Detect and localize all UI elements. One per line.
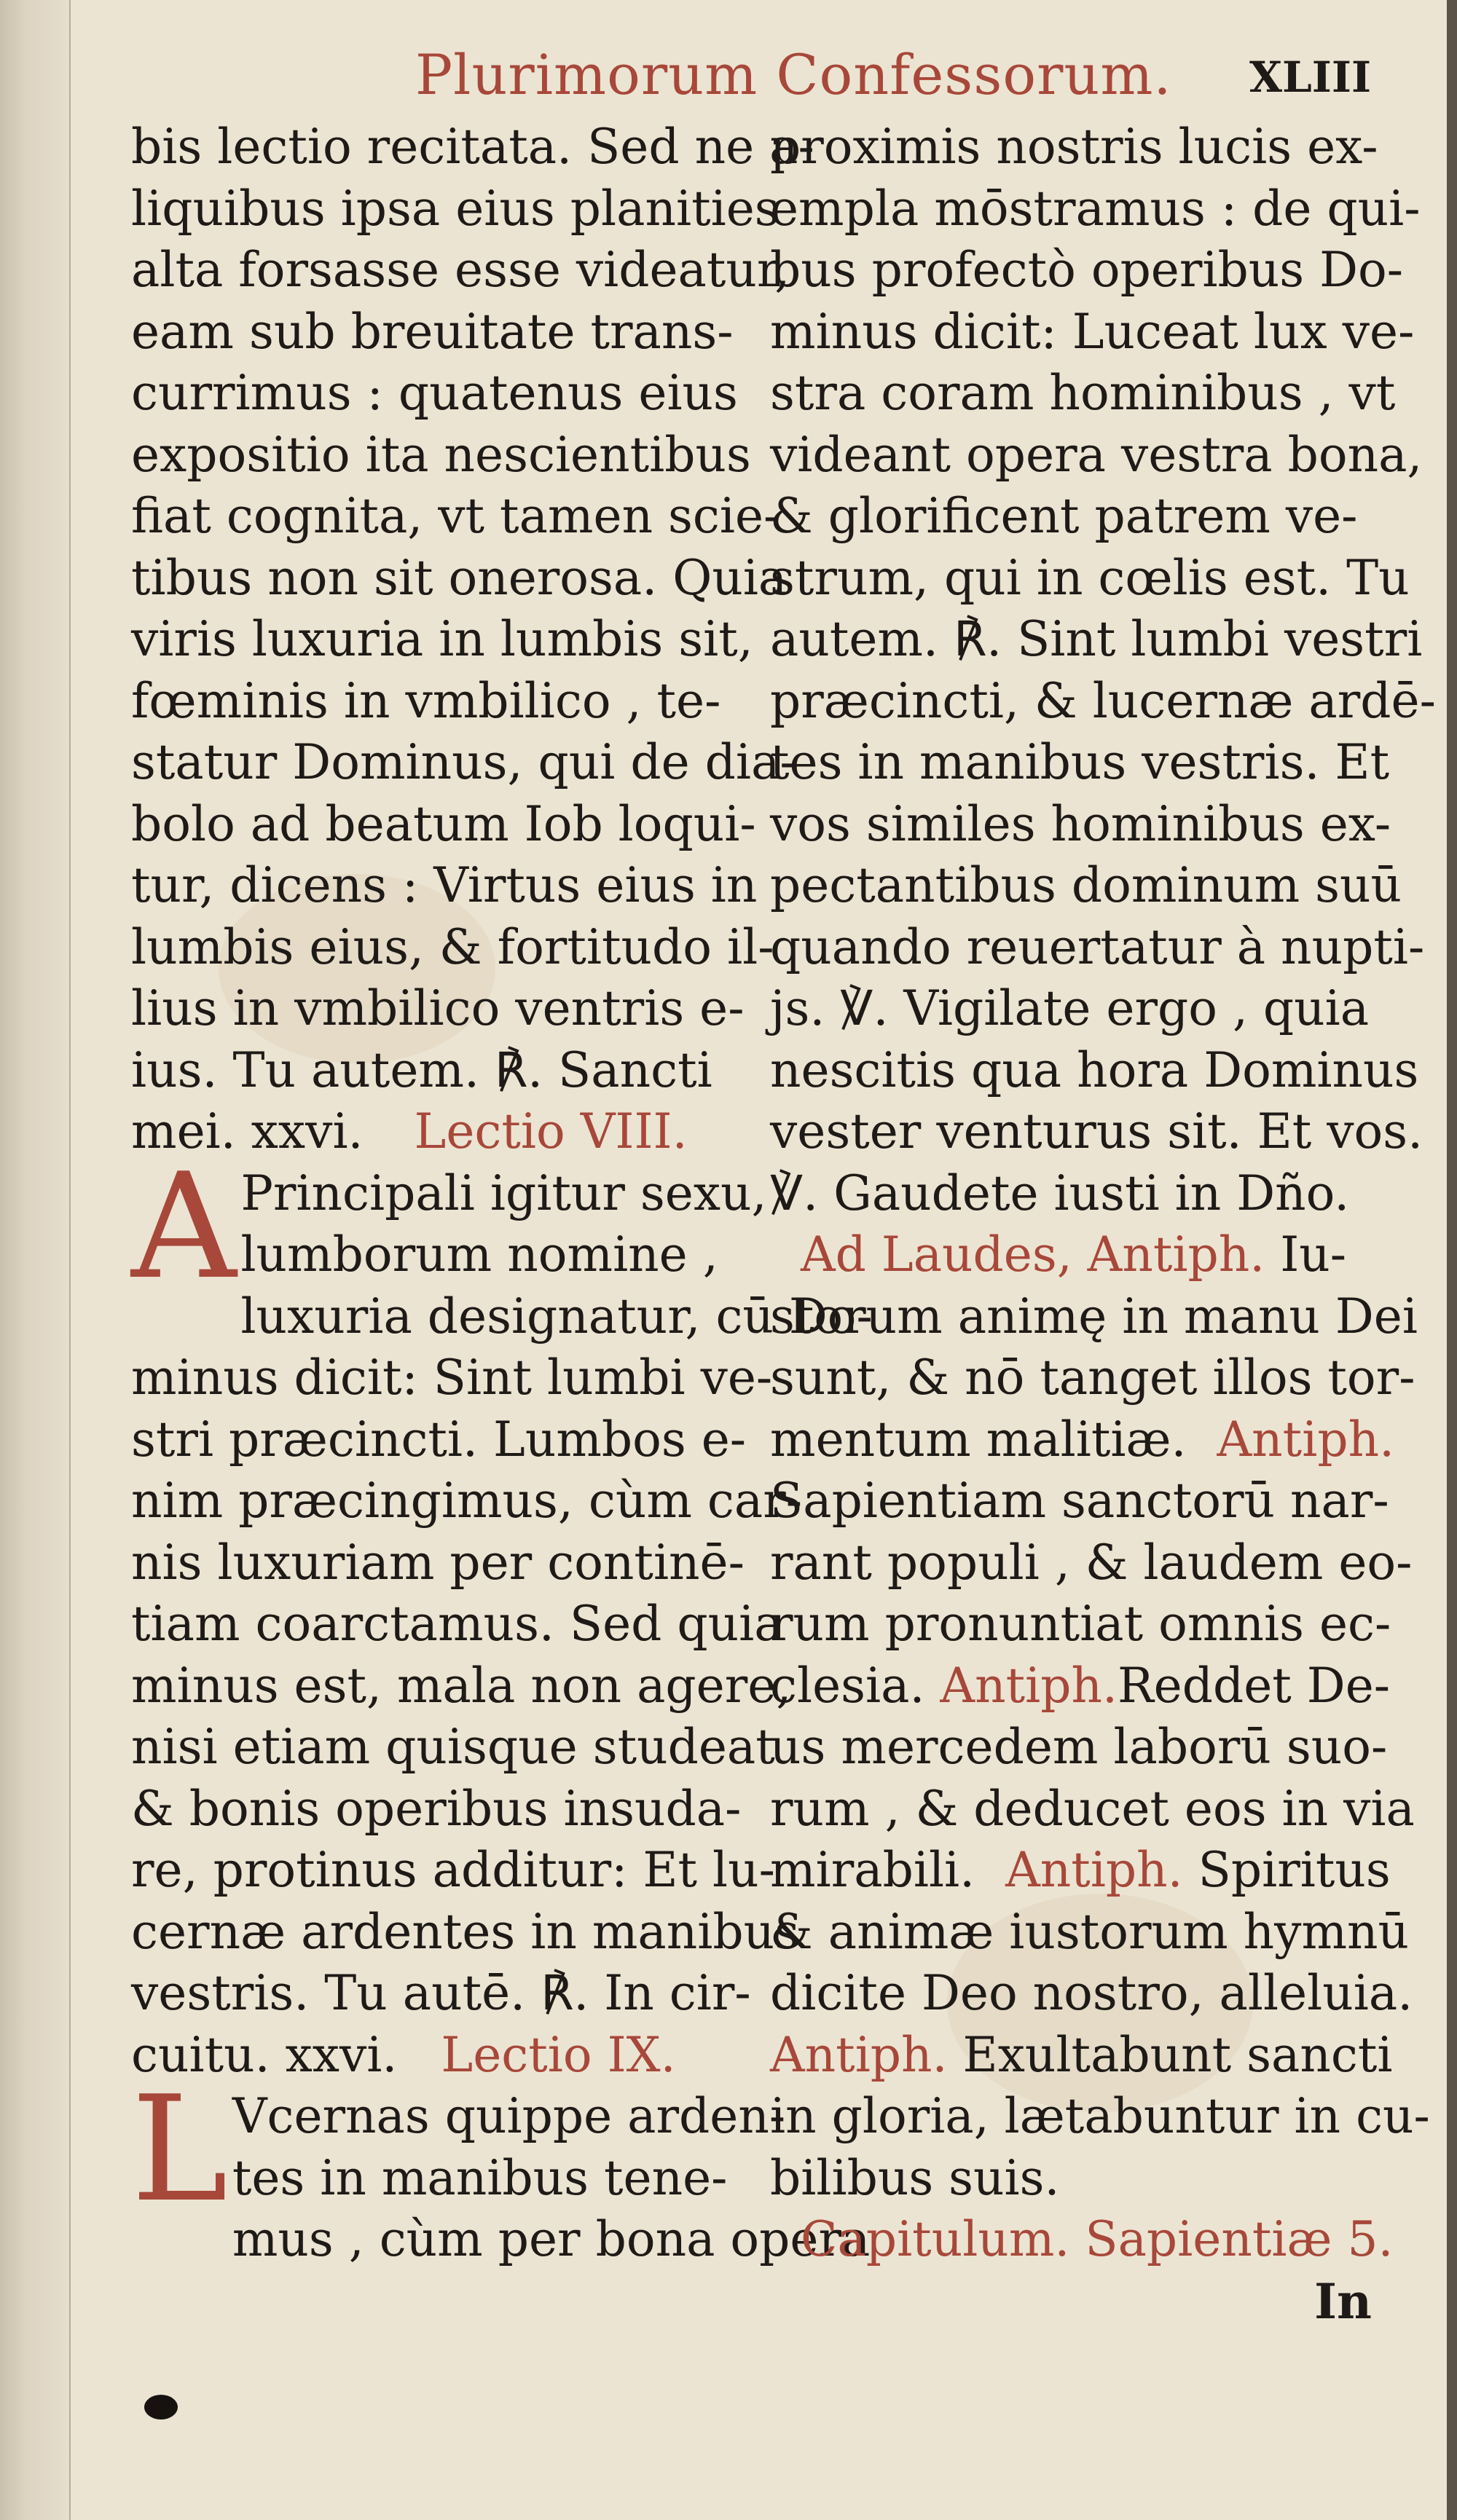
- text-line: nescitis qua hora Dominus: [770, 1042, 1419, 1098]
- antiphon-label: Antiph.: [1005, 1842, 1183, 1898]
- right-column: [770, 117, 1436, 2332]
- text-line: storum animę in manu Dei: [770, 1288, 1418, 1344]
- text-line: nim præcingimus, cùm car-: [131, 1473, 803, 1529]
- text-line: rum , & deducet eos in via: [770, 1780, 1415, 1837]
- text-line-content: clesia.: [770, 1657, 925, 1714]
- lectio-9-block: [131, 2065, 871, 2271]
- text-line-content: mentum malitiæ.: [770, 1411, 1187, 1468]
- text-line: [770, 1224, 1382, 1286]
- text-line: Vcernas quippe arden-: [232, 2088, 786, 2144]
- text-line: stri præcincti. Lumbos e-: [131, 1411, 747, 1468]
- text-line: strum, qui in cœlis est. Tu: [770, 549, 1410, 606]
- text-line: ius. Tu autem. ℟. Sancti: [131, 1042, 712, 1098]
- text-line: lumborum nomine ,: [240, 1226, 718, 1283]
- text-line: [770, 2271, 1382, 2333]
- text-line: mus , cùm per bona opera: [232, 2211, 871, 2267]
- text-line: & animæ iustorum hymnū: [770, 1903, 1410, 1960]
- text-line: præcincti, & lucernæ ardē-: [770, 672, 1436, 729]
- text-line: empla mōstramus : de qui-: [770, 180, 1421, 237]
- text-line-content: Spiritus: [1198, 1842, 1391, 1898]
- catchword: In: [1314, 2272, 1372, 2330]
- text-line: liquibus ipsa eius planities: [131, 180, 779, 237]
- text-line: in gloria, lætabuntur in cu-: [770, 2088, 1430, 2144]
- text-line: re, protinus additur: Et lu-: [131, 1842, 775, 1898]
- text-line: bus profectò operibus Do-: [770, 242, 1404, 298]
- laudes-heading: Ad Laudes, Antiph.: [800, 1226, 1265, 1283]
- text-line-content: mei. xxvi.: [131, 1103, 364, 1159]
- text-line: tes in manibus vestris. Et: [770, 734, 1390, 790]
- text-line: Principali igitur sexu,: [240, 1165, 767, 1221]
- text-line: eam sub breuitate trans-: [131, 303, 734, 360]
- running-header-title: Plurimorum Confessorum.: [415, 42, 1172, 107]
- text-line: stra coram hominibus , vt: [770, 365, 1396, 421]
- text-line: fiat cognita, vt tamen scie-: [131, 488, 780, 544]
- lectio-9-dropcap: L: [131, 2065, 228, 2234]
- text-line: tur, dicens : Virtus eius in: [131, 857, 758, 913]
- text-line: alta forsasse esse videatur,: [131, 242, 790, 298]
- text-line: nisi etiam quisque studeat: [131, 1719, 775, 1775]
- text-line: Sapientiam sanctorū nar-: [770, 1473, 1389, 1529]
- text-line: nis luxuriam per continē-: [131, 1534, 745, 1591]
- text-line-content: Iu-: [1280, 1226, 1347, 1283]
- folio-number: XLIII: [1249, 52, 1372, 102]
- text-line: pectantibus dominum suū: [770, 857, 1402, 913]
- text-line-content: cuitu. xxvi.: [131, 2026, 398, 2083]
- text-line: ℣. Gaudete iusti in Dño.: [770, 1165, 1350, 1221]
- lectio-8-dropcap: A: [131, 1141, 237, 1312]
- text-line: statur Dominus, qui de dia-: [131, 734, 796, 790]
- antiphon-label: Antiph.: [770, 2026, 948, 2083]
- text-line: viris luxuria in lumbis sit,: [131, 611, 753, 667]
- text-line: autem. ℟. Sint lumbi vestri: [770, 611, 1423, 667]
- text-line: minus dicit: Luceat lux ve-: [770, 303, 1415, 360]
- text-line: bis lectio recitata. Sed ne a-: [131, 119, 814, 175]
- text-line: [770, 2025, 1393, 2087]
- text-line: cernæ ardentes in manibus: [131, 1903, 800, 1960]
- text-line: minus est, mala non agere,: [131, 1657, 792, 1714]
- text-line: luxuria designatur, cū Do-: [240, 1288, 873, 1344]
- text-line: [770, 2209, 1394, 2271]
- text-line: lius in vmbilico ventris e-: [131, 980, 745, 1036]
- antiphon-label: Antiph.: [1217, 1411, 1395, 1468]
- text-line: [131, 2025, 747, 2087]
- text-line: quando reuertatur à nupti-: [770, 918, 1425, 975]
- text-line: rant populi , & laudem eo-: [770, 1534, 1413, 1591]
- text-line: sunt, & nō tanget illos tor-: [770, 1350, 1415, 1406]
- capitulum-heading: Capitulum. Sapientiæ 5.: [800, 2211, 1394, 2267]
- text-line: rum pronuntiat omnis ec-: [770, 1596, 1391, 1652]
- text-line: lumbis eius, & fortitudo il-: [131, 918, 774, 975]
- page-gutter: [0, 0, 71, 2520]
- text-line: [770, 1655, 1391, 1717]
- text-line: & glorificent patrem ve-: [770, 488, 1358, 544]
- text-line-content: Reddet De-: [1117, 1657, 1391, 1714]
- text-line: fœminis in vmbilico , te-: [131, 672, 721, 729]
- lectio-8-heading: Lectio VIII.: [414, 1103, 688, 1159]
- text-line: vester venturus sit. Et vos.: [770, 1103, 1423, 1159]
- ink-blot: [144, 2395, 178, 2419]
- text-line: expositio ita nescientibus: [131, 426, 751, 483]
- text-line: proximis nostris lucis ex-: [770, 119, 1378, 175]
- text-line: dicite Deo nostro, alleluia.: [770, 1965, 1413, 2021]
- text-line: [770, 1840, 1391, 1902]
- text-line: vos similes hominibus ex-: [770, 795, 1391, 852]
- page-edge: [1447, 0, 1457, 2520]
- text-line: vestris. Tu autē. ℟. In cir-: [131, 1965, 751, 2021]
- text-line: [131, 1101, 747, 1163]
- text-line: us mercedem laborū suo-: [770, 1719, 1388, 1775]
- text-line: tibus non sit onerosa. Quia: [131, 549, 788, 606]
- text-line: minus dicit: Sint lumbi ve-: [131, 1350, 773, 1406]
- text-line: js. ℣. Vigilate ergo , quia: [770, 980, 1370, 1036]
- text-line: videant opera vestra bona,: [770, 426, 1423, 483]
- antiphon-label: Antiph.: [940, 1657, 1118, 1714]
- text-line: currimus : quatenus eius: [131, 365, 738, 421]
- text-line: tes in manibus tene-: [232, 2149, 728, 2206]
- lectio-9-heading: Lectio IX.: [441, 2026, 676, 2083]
- text-line: & bonis operibus insuda-: [131, 1780, 742, 1837]
- text-line: bolo ad beatum Iob loqui-: [131, 795, 756, 852]
- text-line-content: Exultabunt sancti: [962, 2026, 1393, 2083]
- text-line: [770, 1409, 1395, 1471]
- text-line: bilibus suis.: [770, 2149, 1060, 2206]
- text-line-content: mirabili.: [770, 1842, 975, 1898]
- text-line: tiam coarctamus. Sed quia: [131, 1596, 783, 1652]
